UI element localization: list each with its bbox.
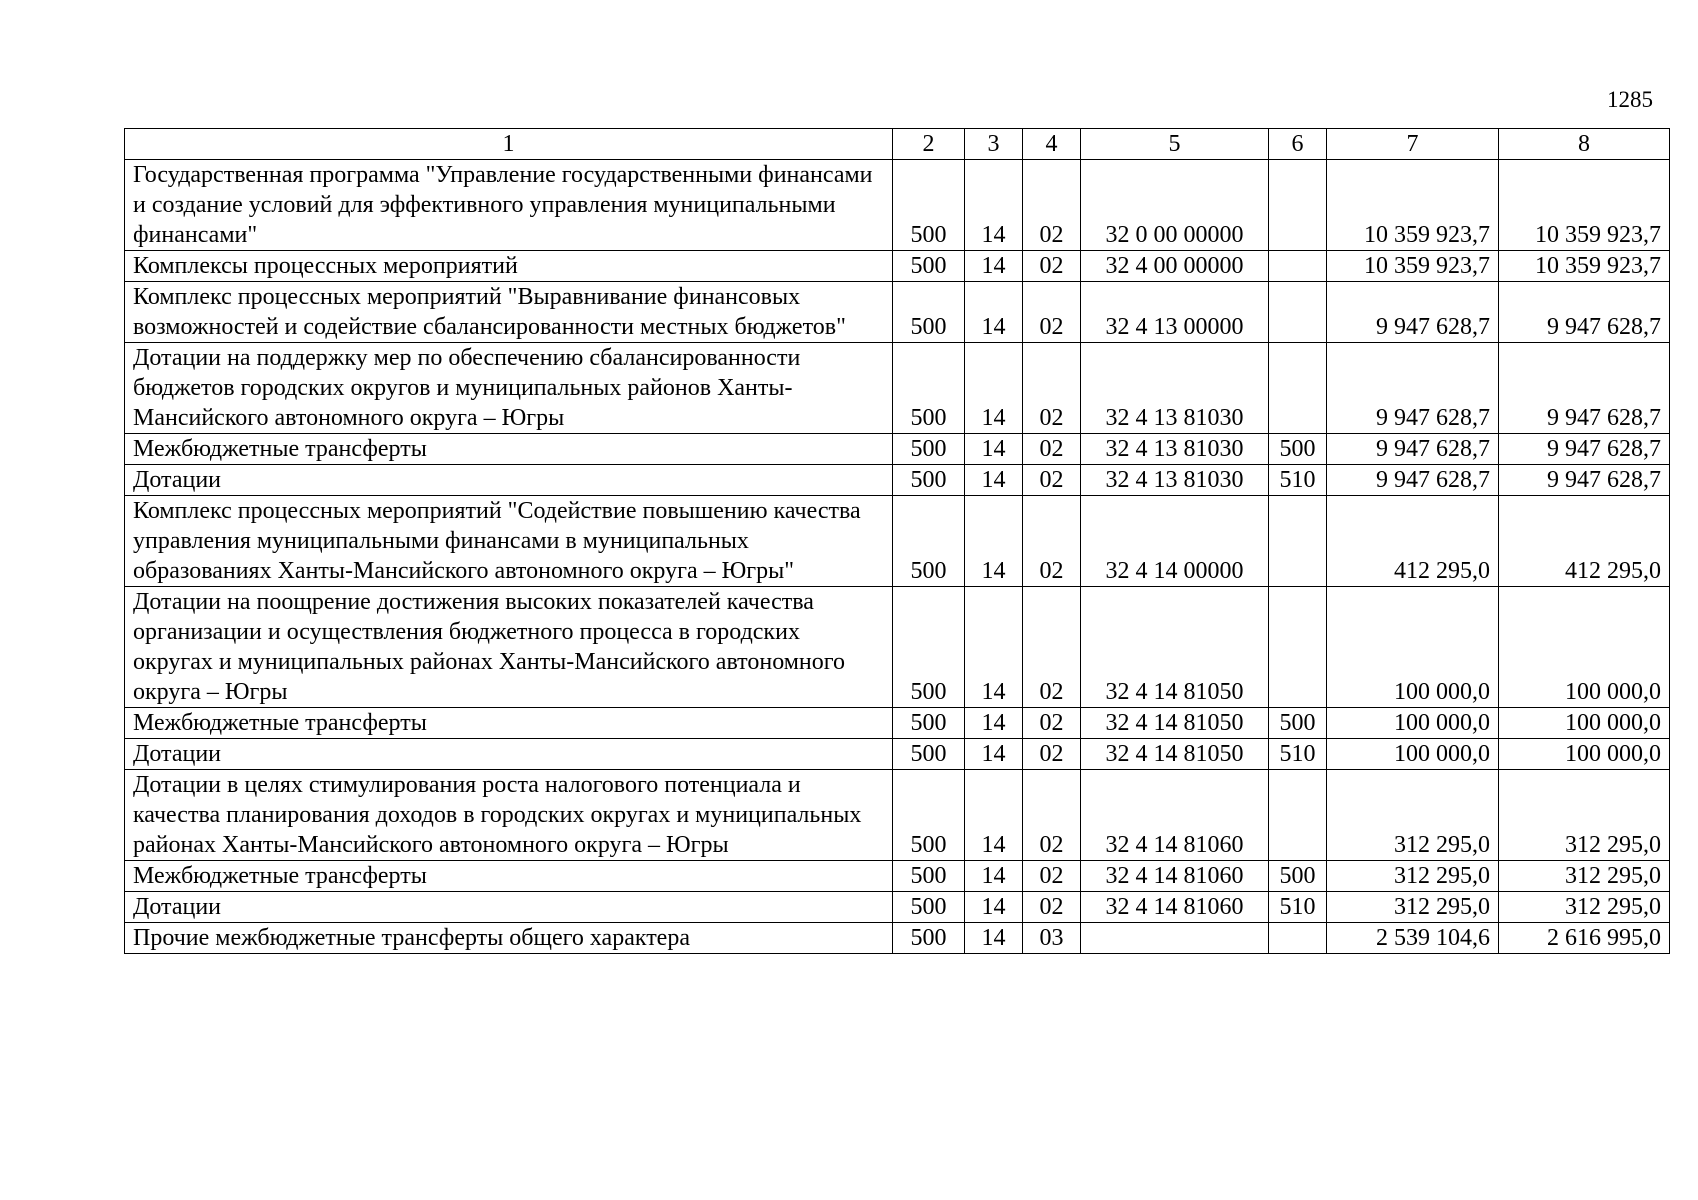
row-subsection-cell: 02 [1023, 434, 1081, 465]
row-name-cell: Дотации [125, 465, 893, 496]
row-amount-year2-cell: 312 295,0 [1499, 892, 1670, 923]
row-section-cell: 14 [965, 861, 1023, 892]
row-amount-year2-cell: 9 947 628,7 [1499, 282, 1670, 343]
row-amount-year1-cell: 412 295,0 [1327, 496, 1499, 587]
row-code-cell: 500 [893, 160, 965, 251]
row-amount-year1-cell: 312 295,0 [1327, 861, 1499, 892]
table-row [125, 739, 1670, 770]
row-subsection-cell: 02 [1023, 770, 1081, 861]
table-row [125, 343, 1670, 434]
row-name-cell: Межбюджетные трансферты [125, 434, 893, 465]
row-subsection-cell: 02 [1023, 343, 1081, 434]
row-subsection-cell: 02 [1023, 496, 1081, 587]
row-code-cell: 500 [893, 434, 965, 465]
row-section-cell: 14 [965, 251, 1023, 282]
header-cell: 4 [1023, 129, 1081, 160]
row-amount-year1-cell: 100 000,0 [1327, 739, 1499, 770]
row-target-article-cell: 32 4 14 00000 [1081, 496, 1269, 587]
row-amount-year2-cell: 100 000,0 [1499, 739, 1670, 770]
row-code-cell: 500 [893, 892, 965, 923]
row-name-cell: Государственная программа "Управление государственными финансами и создание условий для эффективного управления муниципальными финансами" [125, 160, 893, 251]
header-cell: 7 [1327, 129, 1499, 160]
row-code-cell: 500 [893, 343, 965, 434]
row-amount-year2-cell: 312 295,0 [1499, 861, 1670, 892]
row-amount-year1-cell: 9 947 628,7 [1327, 465, 1499, 496]
table-header [125, 129, 1670, 160]
row-name-cell: Комплексы процессных мероприятий [125, 251, 893, 282]
row-section-cell: 14 [965, 708, 1023, 739]
row-section-cell: 14 [965, 892, 1023, 923]
table-row [125, 282, 1670, 343]
row-name-cell: Дотации на поддержку мер по обеспечению сбалансированности бюджетов городских округов и муниципальных районов Ханты-Мансийского автономного округа – Югры [125, 343, 893, 434]
row-section-cell: 14 [965, 587, 1023, 708]
row-amount-year1-cell: 9 947 628,7 [1327, 434, 1499, 465]
row-expense-type-cell [1269, 282, 1327, 343]
row-subsection-cell: 02 [1023, 282, 1081, 343]
row-target-article-cell: 32 4 14 81060 [1081, 770, 1269, 861]
row-expense-type-cell [1269, 496, 1327, 587]
row-name-cell: Комплекс процессных мероприятий "Содействие повышению качества управления муниципальными финансами в муниципальных образованиях Ханты-Мансийского автономного округа – Югры" [125, 496, 893, 587]
row-amount-year1-cell: 10 359 923,7 [1327, 251, 1499, 282]
table-body [125, 160, 1670, 954]
row-code-cell: 500 [893, 587, 965, 708]
row-target-article-cell: 32 4 14 81060 [1081, 892, 1269, 923]
row-target-article-cell: 32 4 13 81030 [1081, 434, 1269, 465]
row-expense-type-cell [1269, 770, 1327, 861]
row-amount-year1-cell: 9 947 628,7 [1327, 343, 1499, 434]
row-code-cell: 500 [893, 496, 965, 587]
row-section-cell: 14 [965, 343, 1023, 434]
row-expense-type-cell: 510 [1269, 892, 1327, 923]
table-row [125, 923, 1670, 954]
row-subsection-cell: 02 [1023, 861, 1081, 892]
header-cell: 6 [1269, 129, 1327, 160]
row-amount-year1-cell: 100 000,0 [1327, 587, 1499, 708]
table-row [125, 708, 1670, 739]
table-row [125, 496, 1670, 587]
row-code-cell: 500 [893, 739, 965, 770]
row-amount-year2-cell: 100 000,0 [1499, 587, 1670, 708]
row-section-cell: 14 [965, 282, 1023, 343]
row-amount-year1-cell: 2 539 104,6 [1327, 923, 1499, 954]
table-row [125, 861, 1670, 892]
budget-table [124, 128, 1670, 954]
row-section-cell: 14 [965, 739, 1023, 770]
row-expense-type-cell [1269, 343, 1327, 434]
row-amount-year2-cell: 2 616 995,0 [1499, 923, 1670, 954]
row-amount-year1-cell: 10 359 923,7 [1327, 160, 1499, 251]
header-cell: 2 [893, 129, 965, 160]
row-code-cell: 500 [893, 282, 965, 343]
table-row [125, 160, 1670, 251]
row-amount-year2-cell: 412 295,0 [1499, 496, 1670, 587]
row-name-cell: Межбюджетные трансферты [125, 861, 893, 892]
row-expense-type-cell [1269, 587, 1327, 708]
row-subsection-cell: 02 [1023, 465, 1081, 496]
row-amount-year2-cell: 312 295,0 [1499, 770, 1670, 861]
row-amount-year2-cell: 9 947 628,7 [1499, 465, 1670, 496]
row-name-cell: Межбюджетные трансферты [125, 708, 893, 739]
row-subsection-cell: 03 [1023, 923, 1081, 954]
row-target-article-cell: 32 0 00 00000 [1081, 160, 1269, 251]
row-subsection-cell: 02 [1023, 160, 1081, 251]
header-row [125, 129, 1670, 160]
row-amount-year1-cell: 312 295,0 [1327, 770, 1499, 861]
table-row [125, 251, 1670, 282]
row-subsection-cell: 02 [1023, 708, 1081, 739]
row-subsection-cell: 02 [1023, 587, 1081, 708]
row-code-cell: 500 [893, 923, 965, 954]
header-cell: 5 [1081, 129, 1269, 160]
row-amount-year2-cell: 9 947 628,7 [1499, 434, 1670, 465]
row-subsection-cell: 02 [1023, 892, 1081, 923]
row-code-cell: 500 [893, 708, 965, 739]
row-expense-type-cell: 510 [1269, 739, 1327, 770]
row-expense-type-cell: 500 [1269, 434, 1327, 465]
row-name-cell: Прочие межбюджетные трансферты общего характера [125, 923, 893, 954]
table-row [125, 465, 1670, 496]
row-expense-type-cell [1269, 251, 1327, 282]
row-subsection-cell: 02 [1023, 251, 1081, 282]
row-code-cell: 500 [893, 770, 965, 861]
row-section-cell: 14 [965, 770, 1023, 861]
row-amount-year2-cell: 10 359 923,7 [1499, 160, 1670, 251]
header-cell: 1 [125, 129, 893, 160]
row-section-cell: 14 [965, 160, 1023, 251]
row-target-article-cell: 32 4 00 00000 [1081, 251, 1269, 282]
row-amount-year2-cell: 100 000,0 [1499, 708, 1670, 739]
row-code-cell: 500 [893, 465, 965, 496]
row-code-cell: 500 [893, 861, 965, 892]
row-target-article-cell: 32 4 13 81030 [1081, 343, 1269, 434]
row-amount-year2-cell: 9 947 628,7 [1499, 343, 1670, 434]
row-target-article-cell: 32 4 14 81050 [1081, 587, 1269, 708]
row-target-article-cell: 32 4 13 81030 [1081, 465, 1269, 496]
row-target-article-cell: 32 4 14 81050 [1081, 708, 1269, 739]
table-row [125, 770, 1670, 861]
row-expense-type-cell: 500 [1269, 861, 1327, 892]
row-name-cell: Дотации в целях стимулирования роста налогового потенциала и качества планирования доходов в городских округах и муниципальных районах Ханты-Мансийского автономного округа – Югры [125, 770, 893, 861]
row-expense-type-cell [1269, 923, 1327, 954]
row-expense-type-cell: 510 [1269, 465, 1327, 496]
row-section-cell: 14 [965, 923, 1023, 954]
row-section-cell: 14 [965, 465, 1023, 496]
header-cell: 8 [1499, 129, 1670, 160]
row-subsection-cell: 02 [1023, 739, 1081, 770]
table-row [125, 587, 1670, 708]
row-target-article-cell [1081, 923, 1269, 954]
row-target-article-cell: 32 4 14 81050 [1081, 739, 1269, 770]
row-amount-year1-cell: 9 947 628,7 [1327, 282, 1499, 343]
row-amount-year1-cell: 100 000,0 [1327, 708, 1499, 739]
row-amount-year1-cell: 312 295,0 [1327, 892, 1499, 923]
row-target-article-cell: 32 4 13 00000 [1081, 282, 1269, 343]
row-code-cell: 500 [893, 251, 965, 282]
table-row [125, 892, 1670, 923]
row-name-cell: Дотации на поощрение достижения высоких показателей качества организации и осуществления бюджетного процесса в городских округах и муниципальных районах Ханты-Мансийского автономного округа – Югры [125, 587, 893, 708]
row-expense-type-cell [1269, 160, 1327, 251]
row-section-cell: 14 [965, 496, 1023, 587]
page-number: 1285 [1607, 87, 1653, 112]
header-cell: 3 [965, 129, 1023, 160]
row-section-cell: 14 [965, 434, 1023, 465]
row-name-cell: Дотации [125, 892, 893, 923]
row-amount-year2-cell: 10 359 923,7 [1499, 251, 1670, 282]
row-expense-type-cell: 500 [1269, 708, 1327, 739]
table-row [125, 434, 1670, 465]
row-name-cell: Дотации [125, 739, 893, 770]
row-name-cell: Комплекс процессных мероприятий "Выравнивание финансовых возможностей и содействие сбалансированности местных бюджетов" [125, 282, 893, 343]
row-target-article-cell: 32 4 14 81060 [1081, 861, 1269, 892]
